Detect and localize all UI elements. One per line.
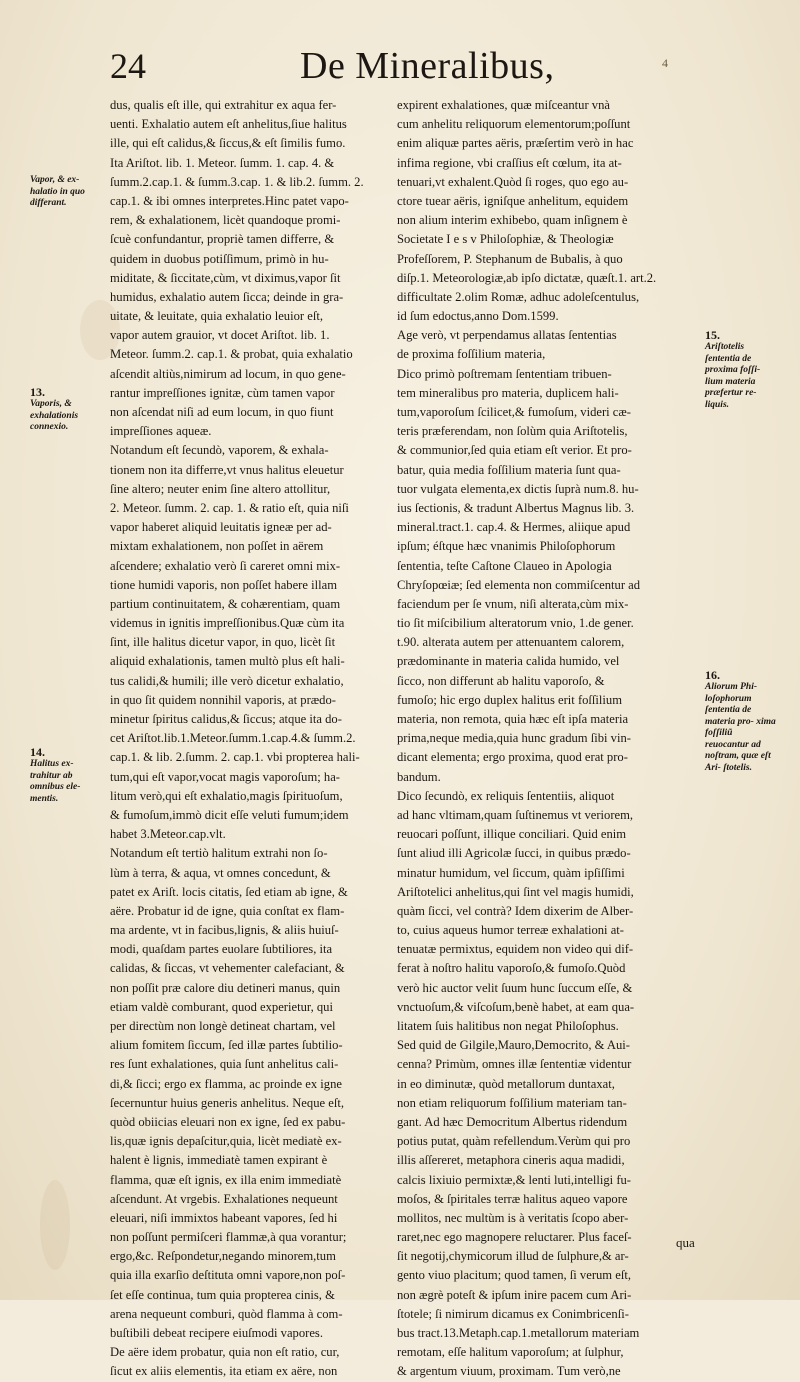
text-line: non ægrè poteſt & ipſum inire pacem cum Ari- (397, 1287, 632, 1302)
text-line: cenna? Primùm, omnes illæ ſententiæ videntur (397, 1057, 632, 1072)
text-line: Ita Ariſtot. lib. 1. Meteor. ſumm. 1. cap. 4. & (110, 155, 335, 170)
text-line: ſcuè confundantur, propriè tamen differre, & (110, 232, 335, 247)
text-line: tuor vulgata elementa,ex dictis ſuprà num.8. hu- (397, 481, 639, 496)
text-line: moſos, & ſpiritales terræ halitus aqueo vapore (397, 1191, 628, 1206)
text-line: materia, non remota, quia hæc eſt ipſa materia (397, 712, 629, 726)
text-line: non poſſit præ calore diu detineri manus, quin (110, 980, 341, 995)
margin-note-number: 14. (30, 745, 45, 759)
text-line: prima,neque media,quia hunc gradum ſibi vin- (397, 731, 631, 746)
text-line: ſtotele; ſi nimirum dicamus ex Conimbricenſi- (397, 1306, 629, 1321)
text-line: ſet eſſe continua, tum quia propterea cinis, & (110, 1287, 335, 1302)
text-line: di,& ſicci; ergo ex flamma, ac proinde ex igne (110, 1076, 342, 1091)
text-line: res ſunt exhalationes, quia ſunt anhelitus cali- (110, 1057, 339, 1072)
margin-note-aristotle (705, 328, 777, 411)
right-text-column (397, 96, 680, 1382)
margin-note-number: 13. (30, 385, 45, 399)
margin-note-text: Aliorum Phi- loſophorum ſententia de materia pro- xima foſſiliũ reuocantur ad noſtram, quæ eſt Ari- ſtotelis. (705, 682, 776, 773)
text-line: potius putat, quàm refellendum.Verùm qui pro (397, 1134, 631, 1149)
text-line: aſcendit altiùs,nimirum ad locum, in quo gene- (110, 366, 346, 381)
text-line: De aëre idem probatur, quia non eſt ratio, cur, (110, 1345, 340, 1360)
text-line: gant. Ad hæc Democritum Albertus ridendum (397, 1114, 628, 1129)
text-line: cap.1. & ibi omnes interpretes.Hinc patet vapo- (110, 193, 349, 208)
text-line: Societate I e s v Philoſophiæ, & Theologiæ (397, 232, 614, 247)
text-line: tenuari,vt exhalent.Quòd ſi roges, quo ego au- (397, 174, 629, 189)
text-line: tus calidi,& humili; ille verò dicetur exhalatio, (110, 673, 344, 688)
text-line: uitate, & leuitate, quia exhalatio leuior eſt, (110, 309, 323, 324)
margin-note-text: Ariſtotelis ſententia de proxima foſſi- lium materia præfertur re- liquis. (705, 342, 761, 410)
folio-mark: 4 (662, 56, 668, 70)
text-line: aſcendunt. At vrgebis. Exhalationes nequeunt (110, 1191, 338, 1206)
text-line: dicant elementa; ergo proxima, quod erat pro- (397, 750, 628, 765)
text-line: Sed quid de Gilgile,Mauro,Democrito, & Aui- (397, 1038, 630, 1053)
text-line: ſecernuntur huius generis anhelitus. Neque eſt, (110, 1095, 344, 1110)
catchword: qua (676, 1235, 695, 1250)
left-text-column (110, 96, 393, 1382)
margin-note-connexio (30, 385, 102, 434)
text-line: tum,vaporoſum ſcilicet,& fumoſum, videri cæ- (397, 405, 631, 419)
text-line: ſint, ille halitus dicetur vapor, in quo, licèt ſit (110, 635, 336, 650)
paper-stain (40, 1180, 70, 1270)
text-line: ius ſectionis, & tradunt Albertus Magnus lib. 3. (397, 500, 635, 515)
text-line: 2. Meteor. ſumm. 2. cap. 1. & ratio eſt, quia niſi (110, 500, 349, 515)
margin-note-halitus (30, 745, 102, 805)
text-line: quidem in duobus potiſſimum, primò in hu- (110, 251, 329, 266)
text-line: de proxima foſſilium materia, (397, 347, 546, 362)
text-line: Notandum eſt ſecundò, vaporem, & exhala- (110, 443, 329, 458)
text-line: raret,nec ego magnopere reluctarer. Plus faceſ- (397, 1230, 632, 1245)
text-line: expirent exhalationes, quæ miſceantur vnà (397, 98, 610, 112)
text-line: humidus, exhalatio autem ſicca; deinde in gra- (110, 289, 344, 304)
text-line: cum anhelitu reliquorum elementorum;poſſunt (397, 117, 631, 132)
text-line: mixtam exhalationem, non poſſet in aërem (110, 539, 324, 554)
text-line: vnctuoſum,& viſcoſum,benè habet, at eam qua- (397, 999, 635, 1014)
text-line: calidas, & ſiccas, vt vehementer calefaciant, & (110, 961, 345, 976)
text-line: ſicco, non differunt ab halitu vaporoſo, & (397, 673, 605, 688)
text-line: verò hic auctor velit ſuum hunc ſuccum eſſe, & (397, 980, 633, 995)
text-line: rem, & exhalationem, licèt quandoque promi- (110, 213, 341, 228)
text-line: illis aſſereret, metaphora cineris aqua madidi, (397, 1153, 625, 1168)
text-line: partium continuitatem, & cohærentiam, quam (110, 596, 341, 611)
text-line: non etiam reliquorum foſſilium materiam tan- (397, 1095, 627, 1110)
text-line: remotam, eſſe halitum vaporoſum; at ſulphur, (397, 1345, 624, 1360)
text-line: & communior,ſed quia etiam eſt verior. Et pro- (397, 443, 632, 458)
text-line: ille, qui eſt calidus,& ſiccus,& eſt ſimilis fumo. (110, 136, 346, 151)
text-line: ipſum; éſtque hæc vnanimis Philoſophorum (397, 539, 616, 554)
text-line: non alium interim exhibebo, quam inſignem è (397, 213, 628, 228)
margin-note-number: 16. (705, 668, 720, 682)
text-line: quòd obiicias eleuari non ex igne, ſed ex pabu- (110, 1114, 346, 1129)
text-line: diſp.1. Meteorologiæ,ab ipſo dictatæ, quæſt.1. art.2. (397, 270, 657, 285)
text-line: to, cuius aqueus humor terreæ exhalationi at- (397, 923, 624, 938)
text-line: impreſſiones aqueæ. (110, 424, 212, 439)
text-line: Profeſſorem, P. Stephanum de Bubalis, à quo (397, 251, 623, 266)
text-line: tione humidi vaporis, non poſſet habere illam (110, 577, 337, 592)
text-line: litum verò,qui eſt exhalatio,magis ſpirituoſum, (110, 788, 343, 803)
text-line: bandum. (397, 769, 441, 784)
text-line: Chryſopœiæ; ſed elementa non commiſcentur ad (397, 577, 641, 592)
text-line: infima regione, vbi craſſius eſt cœlum, ita at- (397, 155, 622, 170)
margin-note-text: Halitus ex- trahitur ab omnibus ele- mentis. (30, 759, 81, 804)
text-line: tio ſit miſcibilium alteratorum vnio, 1.de gener. (397, 616, 634, 631)
text-line: ergo,&c. Reſpondetur,negando minorem,tum (110, 1249, 336, 1264)
text-line: prædominante in materia calida humido, vel (397, 654, 620, 669)
text-line: aſcendere; exhalatio verò ſi careret omni mix- (110, 558, 341, 573)
text-line: modi, quaſdam partes euolare ſubtiliores, ita (110, 942, 333, 957)
page-number: 24 (110, 46, 146, 86)
text-line: uenti. Exhalatio autem eſt anhelitus,ſiue halitus (110, 117, 347, 132)
text-line: tionem non ita differre,vt vnus halitus eleuetur (110, 462, 344, 477)
text-line: litatem ſuis halitibus non negat Philoſophus. (397, 1019, 619, 1033)
text-line: tum,qui eſt vapor,vocat magis vaporoſum; ha- (110, 769, 340, 784)
text-line: per directùm non longè detineat chartam, vel (110, 1019, 336, 1033)
text-line: rantur impreſſiones ignitæ, cùm tamen vapor (110, 385, 335, 400)
text-line: Meteor. ſumm.2. cap.1. & probat, quia exhalatio (110, 347, 353, 362)
text-line: tenuatæ permixtus, equidem non video qui dif- (397, 942, 634, 957)
margin-note-text: Vapor, & ex- halatio in quo differant. (30, 175, 85, 208)
text-line: non poſſunt permiſceri flammæ,à qua vorantur; (110, 1230, 347, 1245)
text-line: reuocari poſſunt, illique conciliari. Quid enim (397, 827, 627, 842)
text-line: buſtibili debeat recipere eiuſmodi vapores. (110, 1326, 323, 1340)
text-line: enim aliquæ partes aëris, præſertim verò in hac (397, 136, 634, 151)
text-line: minatur humidum, vel ſiccum, quàm ipſiſſimi (397, 865, 625, 880)
text-line: faciendum per ſe vnum, niſi alterata,cùm mix- (397, 596, 629, 611)
text-line: t.90. alterata autem per attenuantem calorem, (397, 635, 625, 650)
margin-note-number: 15. (705, 328, 720, 342)
text-line: vapor autem grauior, vt docet Ariſtot. lib. 1. (110, 328, 330, 343)
text-line: quàm ſicci, vel contrà? Idem dixerim de Alber- (397, 903, 634, 918)
text-line: aliquid exhalationis, tamen multò plus eſt hali- (110, 654, 345, 669)
text-line: Notandum eſt tertiò halitum extrahi non ſo- (110, 846, 328, 861)
text-line: quia illa exarſio deſtituta omni vapore,non poſ- (110, 1268, 346, 1283)
running-title: De Mineralibus, (300, 45, 555, 87)
text-line: ma ardente, vt in facibus,lignis, & aliis huiuſ- (110, 923, 339, 938)
text-line: ſine altero; neuter enim ſine altero attollitur, (110, 481, 331, 496)
text-line: & fumoſum,immò dicit eſſe veluti fumum;idem (110, 807, 349, 822)
text-line: & argentum viuum, proximam. Tum verò,ne (397, 1364, 621, 1379)
text-line: ſunt aliud illi Agricolæ ſucci, in quibus prædo- (397, 846, 631, 861)
text-line: teris præferendam, non ſolùm quia Ariſtotelis, (397, 424, 628, 439)
text-line: in quo ſit quidem nonnihil vaporis, at prædo- (110, 692, 336, 707)
text-line: vapor haberet aliquid leuitatis igneæ per ad- (110, 520, 332, 535)
text-line: arena nequeunt comburi, quòd flamma à com- (110, 1306, 343, 1321)
text-line: difficultate 2.olim Romæ, adhuc adoleſcentulus, (397, 289, 640, 304)
text-line: habet 3.Meteor.cap.vlt. (110, 827, 226, 842)
text-line: alium fomitem ſiccum, ſed illæ partes ſubtilio- (110, 1038, 343, 1053)
text-line: patet ex Ariſt. locis citatis, ſed etiam ab igne, & (110, 884, 348, 899)
text-line: videmus in ignitis impreſſionibus.Quæ cùm ita (110, 616, 345, 631)
text-line: cet Ariſtot.lib.1.Meteor.ſumm.1.cap.4.& ſumm.2. (110, 731, 356, 746)
text-line: mollitos, nec multùm is à veritatis ſcopo aber- (397, 1210, 629, 1225)
text-line: mineral.tract.1. cap.4. & Hermes, aliique apud (397, 520, 631, 535)
text-line: batur, quia media foſſilium materia ſunt qua- (397, 462, 621, 477)
text-line: bus tract.13.Metaph.cap.1.metallorum materiam (397, 1326, 640, 1340)
text-line: tem mineralibus pro materia, duplicem hali- (397, 385, 619, 400)
text-line: Ariſtotelici anhelitus,qui ſint vel magis humidi, (397, 884, 634, 899)
margin-note-text: Vaporis, & exhalationis connexio. (30, 399, 79, 432)
text-line: ad hanc vltimam,quam ſuſtinemus vt veriorem, (397, 807, 634, 822)
text-line: ſententia, teſte Caſtone Claueo in Apologia (397, 558, 612, 573)
text-line: non aſcendat niſi ad eum locum, in quo fiunt (110, 405, 334, 419)
text-line: Age verò, vt perpendamus allatas ſententias (397, 328, 617, 343)
text-line: ctore tuear aëris, igniſque anhelitum, equidem (397, 193, 629, 208)
text-line: Dico primò poſtremam ſententiam tribuen- (397, 366, 612, 381)
text-line: lùm à terra, & aqua, vt omnes concedunt, & (110, 865, 331, 880)
text-line: fumoſo; hic ergo duplex halitus erit foſſilium (397, 692, 623, 707)
text-line: ſicut ex aliis elementis, ita etiam ex aëre, non (110, 1364, 338, 1379)
text-line: minetur ſpiritus calidus,& ſiccus; atque ita do- (110, 712, 342, 726)
page-header (110, 42, 690, 90)
text-line: etiam valdè comburant, quod experietur, qui (110, 999, 333, 1014)
text-line: ſit negotij,chymicorum illud de ſulphure,& ar- (397, 1249, 629, 1264)
text-line: calcis lixiuio permixtæ,& lenti luti,intelligi fu- (397, 1172, 631, 1187)
text-line: lis,quæ ignis depaſcitur,quia, licèt mediatè ex- (110, 1134, 342, 1149)
text-line: ſumm.2.cap.1. & ſumm.3.cap. 1. & lib.2. ſumm. 2. (110, 174, 364, 189)
text-line: gento viuo placitum; quod tamen, ſi verum eſt, (397, 1268, 631, 1283)
text-line: miditate, & ſiccitate,cùm, vt diximus,vapor ſit (110, 270, 341, 285)
text-line: id ſum edoctus,anno Dom.1599. (397, 309, 559, 324)
text-line: halent è lignis, immediatè tamen expirant è (110, 1153, 328, 1168)
text-line: Dico ſecundò, ex reliquis ſententiis, aliquot (397, 788, 615, 803)
margin-note-other-philosophers (705, 668, 777, 774)
text-line: ferat à noſtro halitu vaporoſo,& fumoſo.Quòd (397, 961, 626, 976)
text-line: cap.1. & lib. 2.ſumm. 2. cap.1. vbi propterea hali- (110, 750, 360, 765)
text-line: in eo diminutæ, quòd metallorum duntaxat, (397, 1076, 615, 1091)
margin-note-vapor-exhalation (30, 175, 102, 210)
text-line: eleuari, niſi immixtos habeant vapores, ſed hi (110, 1210, 338, 1225)
text-line: aëre. Probatur id de igne, quia conſtat ex flam- (110, 903, 345, 918)
text-line: dus, qualis eſt ille, qui extrahitur ex aqua fer- (110, 98, 337, 112)
text-line: flamma, quæ eſt ignis, ex illa enim immediatè (110, 1172, 342, 1187)
